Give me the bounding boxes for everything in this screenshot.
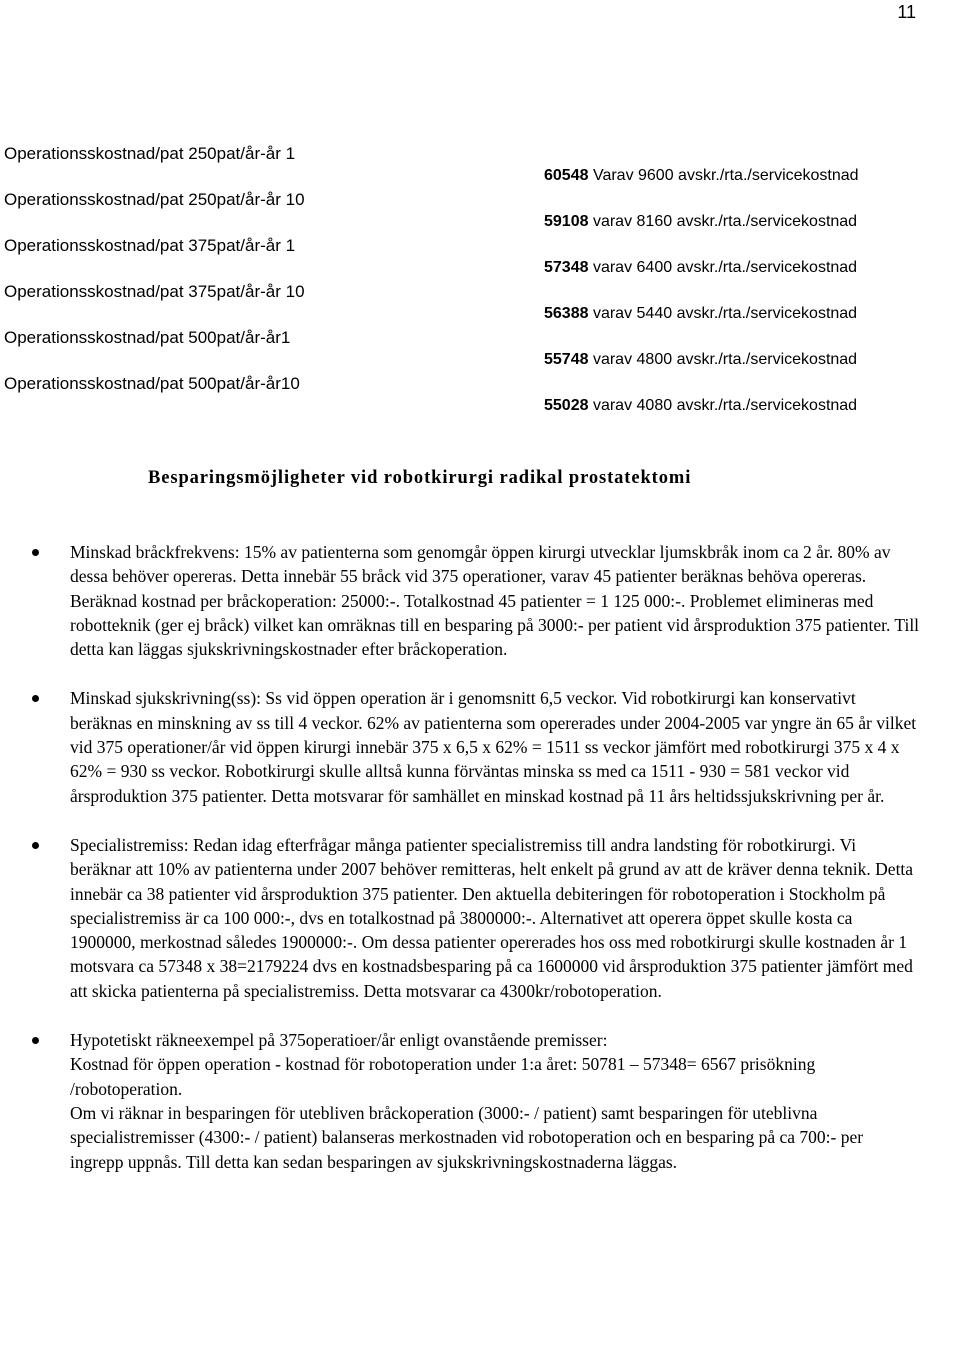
bullet-paragraph: Kostnad för öppen operation - kostnad för robotoperation under 1:a året: 50781 – 57348= 6567 prisökning /robotoperation.	[70, 1054, 816, 1099]
cost-row-label: Operationsskostnad/pat 500pat/år-år10	[4, 374, 300, 393]
cost-row-note: varav 6400 avskr./rta./servicekostnad	[592, 259, 858, 276]
cost-row-amount: 59108	[544, 213, 589, 230]
cost-row-label: Operationsskostnad/pat 500pat/år-år1	[4, 328, 291, 347]
cost-row-value	[544, 164, 859, 187]
cost-row-label: Operationsskostnad/pat 375pat/år-år 1	[4, 236, 296, 255]
cost-row-value	[544, 302, 857, 325]
cost-row-amount: 57348	[544, 259, 589, 276]
cost-row-amount: 55028	[544, 397, 589, 414]
cost-row-label: Operationsskostnad/pat 250pat/år-år 1	[4, 144, 296, 163]
cost-row-label: Operationsskostnad/pat 375pat/år-år 10	[4, 282, 305, 301]
cost-row	[4, 372, 958, 418]
cost-row-note: varav 4080 avskr./rta./servicekostnad	[592, 397, 858, 414]
cost-row-note: varav 4800 avskr./rta./servicekostnad	[592, 351, 858, 368]
cost-row	[4, 234, 958, 280]
cost-row	[4, 188, 958, 234]
cost-row-value	[544, 210, 857, 233]
bullet-item	[0, 540, 960, 661]
cost-row-amount: 56388	[544, 305, 589, 322]
savings-bullet-list	[0, 540, 960, 1199]
cost-row-value	[544, 394, 857, 417]
cost-row-value	[544, 348, 857, 371]
bullet-paragraph: Specialistremiss: Redan idag efterfrågar många patienter specialistremiss till andra landsting för robotkirurgi. Vi beräknar att 10% av patienterna under 2007 behöver remitteras, helt enkelt på grund av att de kräver denna teknik. Detta innebär ca 38 patienter vid årsproduktion 375 patienter. Den aktuella debiteringen för robotoperation i Stockholm på specialistremiss är ca 100 000:-, dvs en totalkostnad på 3800000:-. Alternativet att operera öppet skulle kosta ca 1900000, merkostnad således 1900000:-. Om dessa patienter opererades hos oss med robotkirurgi skulle kostnaden år 1 motsvara ca 57348 x 38=2179224 dvs en kostnadsbesparing på ca 1600000 vid årsproduktion 375 patienter jämfört med att skicka patienterna på specialistremiss. Detta motsvarar ca 4300kr/robotoperation.	[70, 834, 914, 1001]
cost-row-note: varav 5440 avskr./rta./servicekostnad	[592, 305, 858, 322]
cost-row-label: Operationsskostnad/pat 250pat/år-år 10	[4, 190, 305, 209]
page-number: 11	[897, 2, 916, 22]
bullet-paragraph: Om vi räknar in besparingen för utebliven bråckoperation (3000:- / patient) samt besparingen för uteblivna specialistremisser (4300:- / patient) balanseras merkostnaden vid robotoperation och en besparing på ca 700:- per ingrepp uppnås. Till detta kan sedan besparingen av sjukskrivningskostnaderna läggas.	[70, 1102, 864, 1172]
cost-row-value	[544, 256, 857, 279]
bullet-paragraph: Minskad bråckfrekvens: 15% av patienterna som genomgår öppen kirurgi utvecklar ljumskbråk inom ca 2 år. 80% av dessa behöver opereras. Detta innebär 55 bråck vid 375 operationer, varav 45 patienter beräknas behöva opereras. Beräknad kostnad per bråckoperation: 25000:-. Totalkostnad 45 patienter = 1 125 000:-. Problemet elimineras med robotteknik (ger ej bråck) vilket kan omräknas till en besparing på 3000:- per patient vid årsproduktion 375 patienter. Till detta kan läggas sjukskrivningskostnader efter bråckoperation.	[70, 542, 920, 660]
cost-row	[4, 280, 958, 326]
cost-row	[4, 142, 958, 188]
cost-row-note: varav 8160 avskr./rta./servicekostnad	[592, 213, 858, 230]
bullet-item	[0, 686, 960, 807]
cost-table	[4, 142, 958, 418]
bullet-item	[0, 1028, 960, 1174]
section-title: Besparingsmöjligheter vid robotkirurgi radikal prostatektomi	[148, 468, 692, 488]
cost-row-note: Varav 9600 avskr./rta./servicekostnad	[592, 167, 859, 184]
cost-row-amount: 60548	[544, 167, 589, 184]
cost-row	[4, 326, 958, 372]
bullet-paragraph: Minskad sjukskrivning(ss): Ss vid öppen operation är i genomsnitt 6,5 veckor. Vid robotkirurgi kan konservativt beräknas en minskning av ss till 4 veckor. 62% av patienterna som opererades under 2004-2005 var yngre än 65 år vilket vid 375 operationer/år vid öppen kirurgi innebär 375 x 6,5 x 62% = 1511 ss veckor jämfört med robotkirurgi 375 x 4 x 62% = 930 ss veckor. Robotkirurgi skulle alltså kunna förväntas minska ss med ca 1511 - 930 = 581 veckor vid årsproduktion 375 patienter. Detta motsvarar för samhället en minskad kostnad på 11 års heltidssjukskrivning per år.	[70, 688, 917, 806]
bullet-item	[0, 833, 960, 1003]
bullet-paragraph: Hypotetiskt räkneexempel på 375operatioer/år enligt ovanstående premisser:	[70, 1030, 608, 1051]
cost-row-amount: 55748	[544, 351, 589, 368]
